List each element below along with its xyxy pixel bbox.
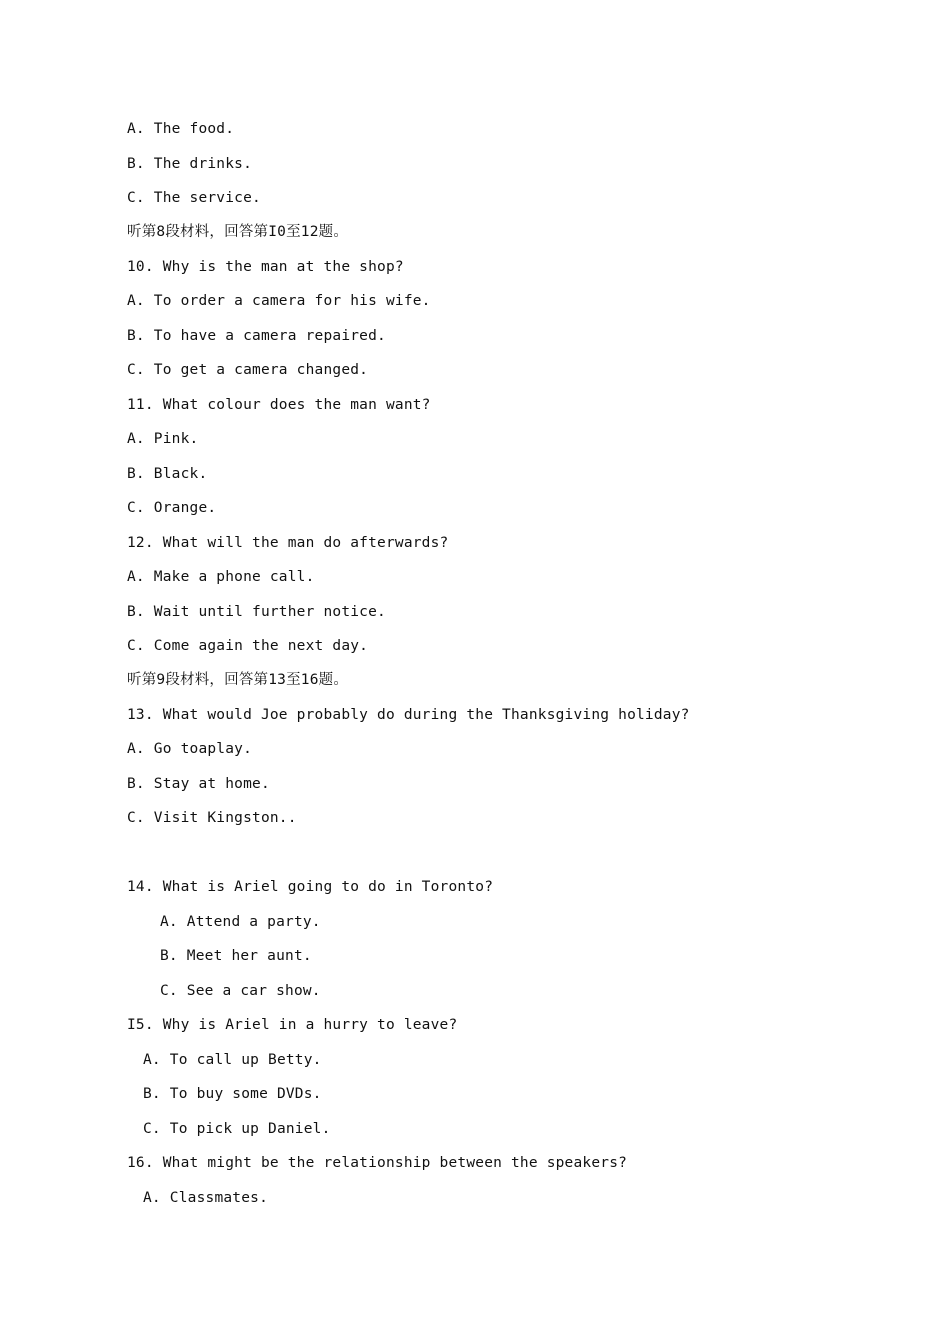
q9-option-b: B. The drinks. <box>127 156 253 172</box>
q15-option-c: C. To pick up Daniel. <box>143 1121 331 1137</box>
q9-option-c: C. The service. <box>127 190 261 206</box>
q10-question: 10. Why is the man at the shop? <box>127 259 404 275</box>
section-9-heading: 听第9段材料，回答第13至16题。 <box>127 672 349 688</box>
q11-option-c: C. Orange. <box>127 500 217 516</box>
q14-option-b: B. Meet her aunt. <box>160 948 312 964</box>
q13-question: 13. What would Joe probably do during the Thanksgiving holiday? <box>127 707 690 723</box>
q16-option-a: A. Classmates. <box>143 1190 269 1206</box>
q12-option-b: B. Wait until further notice. <box>127 604 386 620</box>
q13-option-b: B. Stay at home. <box>127 776 270 792</box>
q12-question: 12. What will the man do afterwards? <box>127 535 449 551</box>
q15-option-b: B. To buy some DVDs. <box>143 1086 322 1102</box>
q9-option-a: A. The food. <box>127 121 235 137</box>
q11-question: 11. What colour does the man want? <box>127 397 431 413</box>
q13-option-c: C. Visit Kingston.. <box>127 810 297 826</box>
q12-option-a: A. Make a phone call. <box>127 569 315 585</box>
q16-question: 16. What might be the relationship between the speakers? <box>127 1155 628 1171</box>
q14-option-c: C. See a car show. <box>160 983 321 999</box>
q15-option-a: A. To call up Betty. <box>143 1052 322 1068</box>
q13-option-a: A. Go toaplay. <box>127 741 253 757</box>
q14-option-a: A. Attend a party. <box>160 914 321 930</box>
q10-option-a: A. To order a camera for his wife. <box>127 293 431 309</box>
q10-option-c: C. To get a camera changed. <box>127 362 369 378</box>
q15-question: I5. Why is Ariel in a hurry to leave? <box>127 1017 458 1033</box>
q11-option-a: A. Pink. <box>127 431 199 447</box>
section-8-heading: 听第8段材料，回答第I0至12题。 <box>127 224 349 240</box>
q11-option-b: B. Black. <box>127 466 208 482</box>
q12-option-c: C. Come again the next day. <box>127 638 369 654</box>
q14-question: 14. What is Ariel going to do in Toronto? <box>127 879 494 895</box>
q10-option-b: B. To have a camera repaired. <box>127 328 386 344</box>
